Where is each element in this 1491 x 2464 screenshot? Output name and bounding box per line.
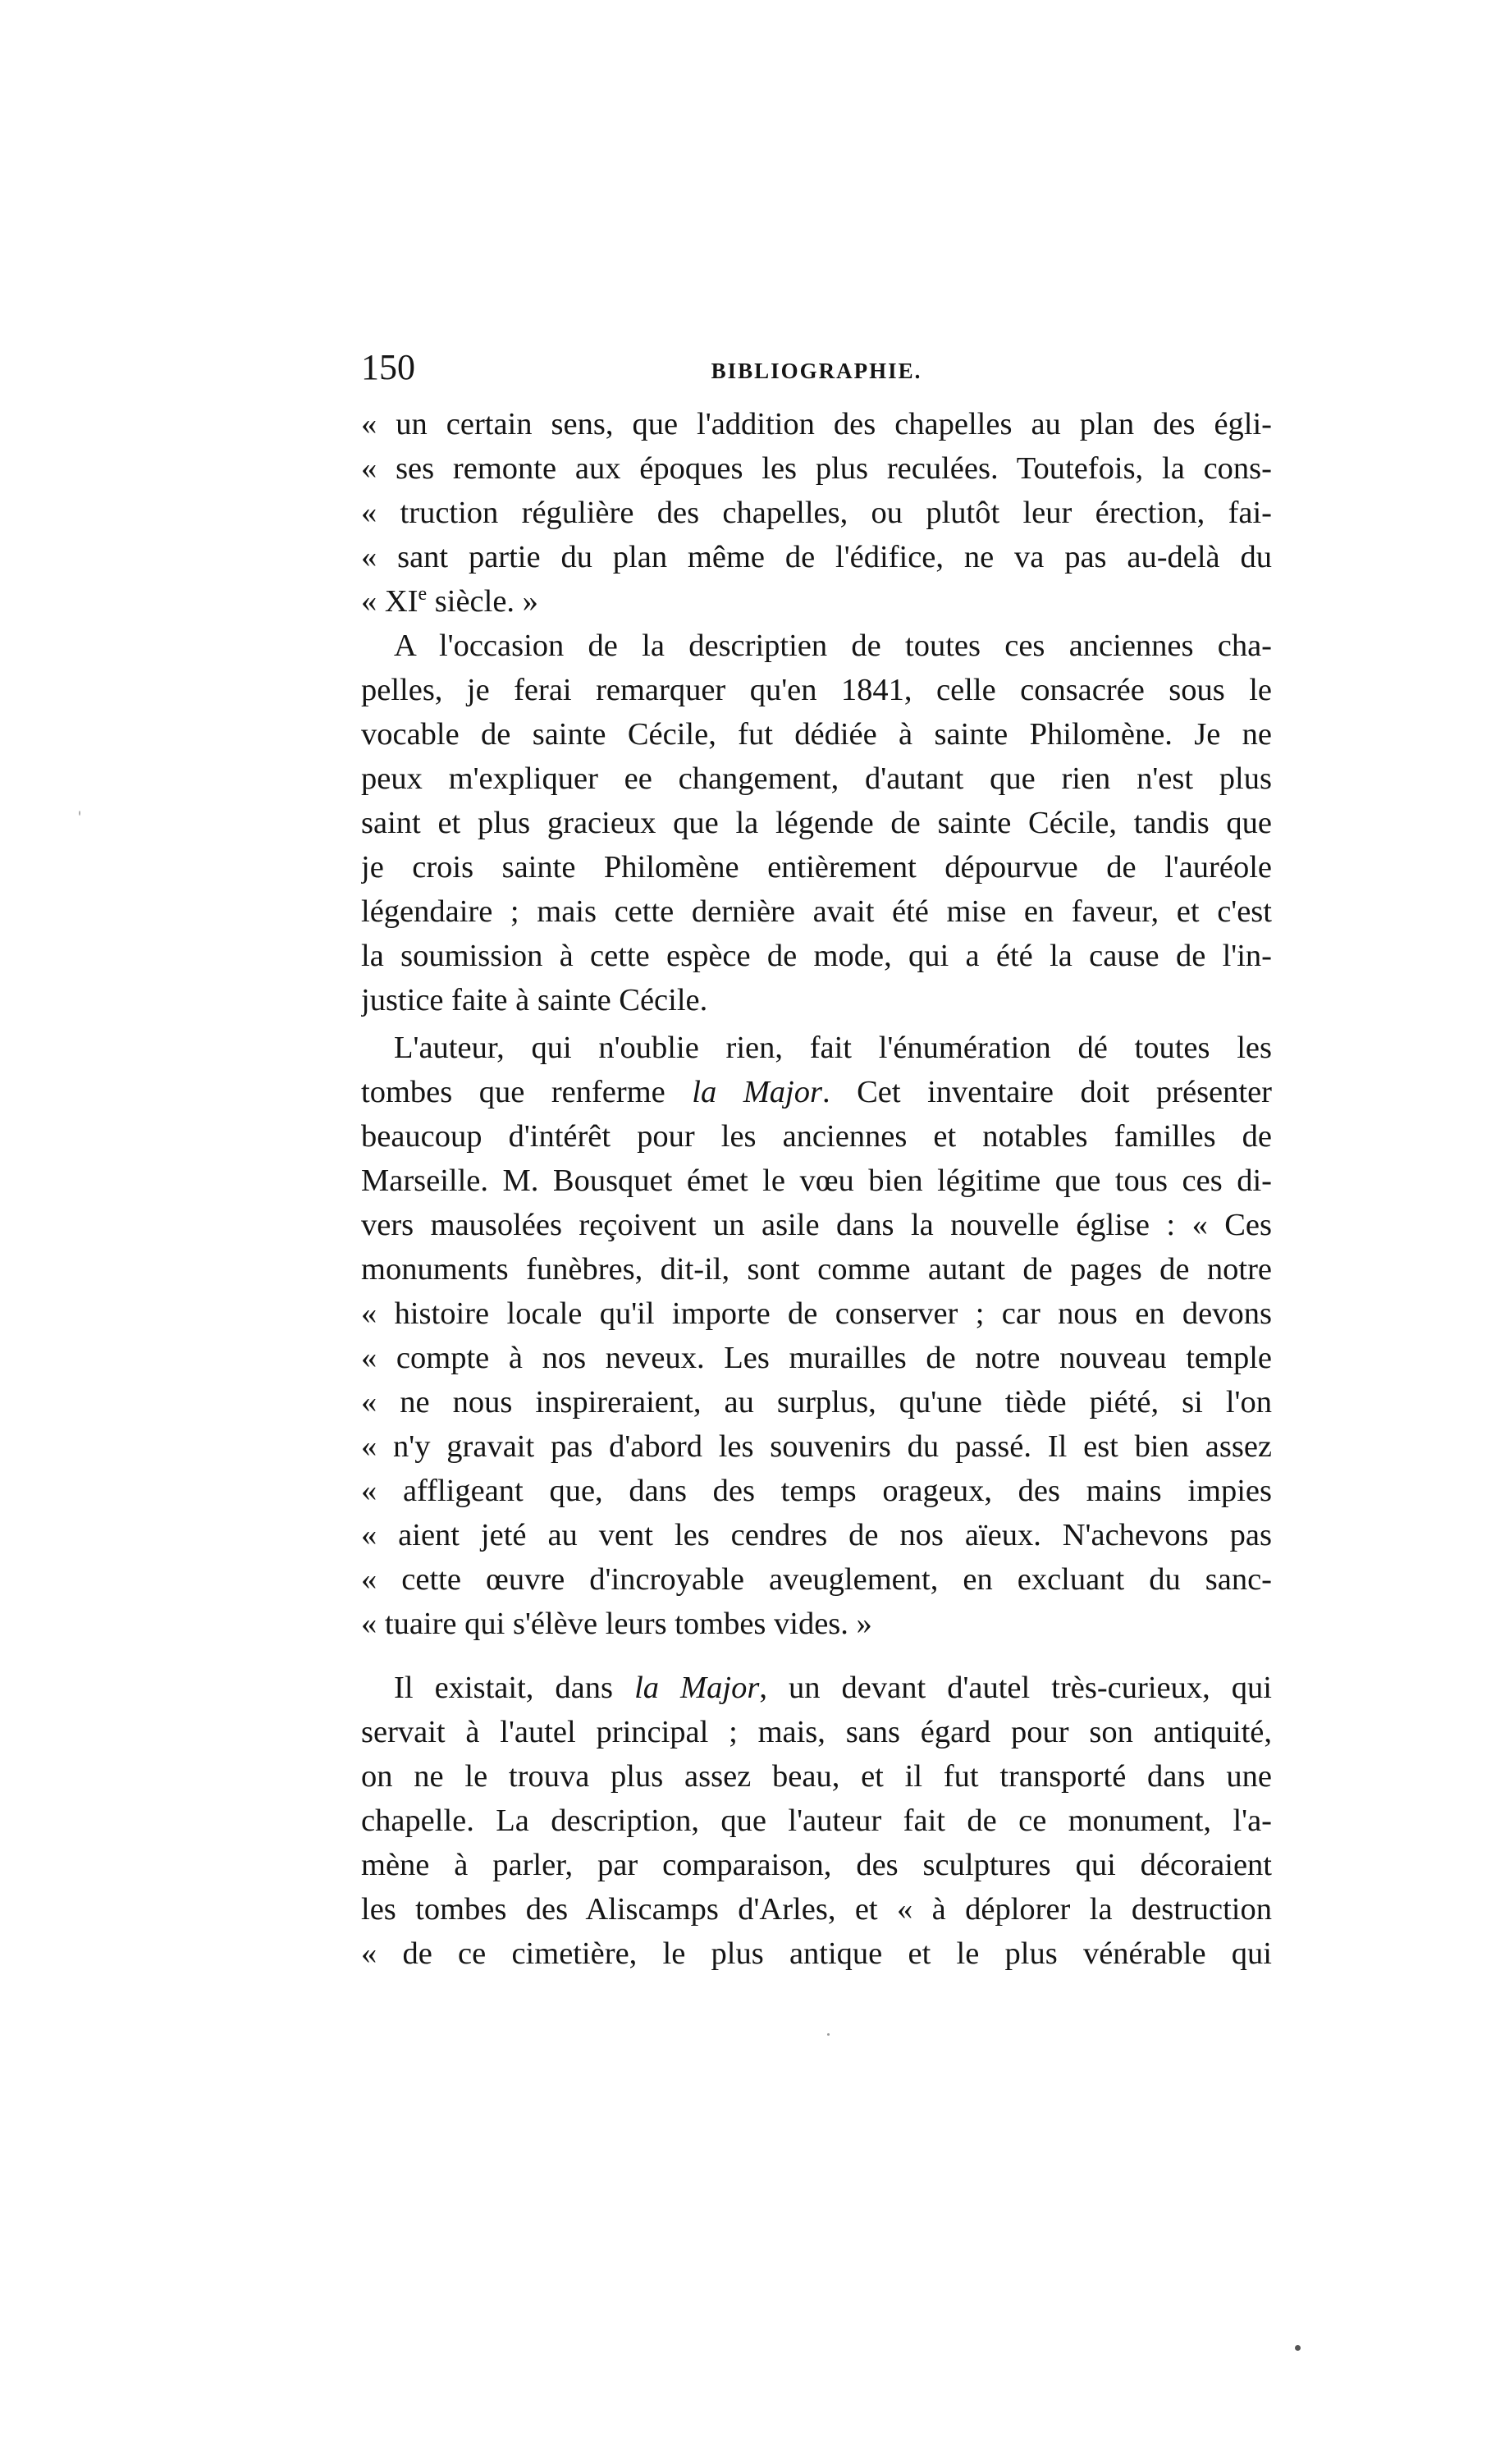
text-line: vocable de sainte Cécile, fut dédiée à sainte Philomène. Je ne <box>361 717 1272 752</box>
page-header <box>361 345 1272 394</box>
text-line: chapelle. La description, que l'auteur fait de ce monument, l'a- <box>361 1803 1272 1838</box>
text-line: les tombes des Aliscamps d'Arles, et « à déplorer la destruction <box>361 1892 1272 1927</box>
text-line: peux m'expliquer ee changement, d'autant que rien n'est plus <box>361 761 1272 796</box>
text-line: la soumission à cette espèce de mode, qui a été la cause de l'in- <box>361 939 1272 973</box>
text-line: « affligeant que, dans des temps orageux, des mains impies <box>361 1474 1272 1508</box>
text-line: on ne le trouva plus assez beau, et il fut transporté dans une <box>361 1759 1272 1794</box>
quote-mark: « <box>361 584 385 619</box>
text-line: monuments funèbres, dit-il, sont comme autant de pages de notre <box>361 1252 1272 1287</box>
text-line: « tuaire qui s'élève leurs tombes vides. » <box>361 1607 872 1641</box>
scan-speck <box>827 2033 830 2036</box>
scan-speck <box>1295 2345 1301 2351</box>
text-fragment: Il existait, dans <box>394 1671 635 1705</box>
page-number: 150 <box>361 347 415 387</box>
running-head: BIBLIOGRAPHIE. <box>711 359 922 383</box>
text-line: justice faite à sainte Cécile. <box>361 983 708 1017</box>
text-line <box>361 1666 1272 1710</box>
paragraph-chapels <box>361 624 1272 1022</box>
text-line: « ses remonte aux époques les plus reculées. Toutefois, la cons- <box>361 451 1272 486</box>
text-line: saint et plus gracieux que la légende de sainte Cécile, tandis que <box>361 806 1272 840</box>
text-line <box>361 1070 1272 1114</box>
italic-title: la Major <box>634 1671 760 1705</box>
paragraph-tombs <box>361 1026 1272 1646</box>
text-line: vers mausolées reçoivent un asile dans la nouvelle église : « Ces <box>361 1208 1272 1242</box>
text-line: « compte à nos neveux. Les murailles de notre nouveau temple <box>361 1341 1272 1375</box>
text-line: je crois sainte Philomène entièrement dépourvue de l'auréole <box>361 850 1272 885</box>
roman-numeral: XI <box>384 584 418 619</box>
text-line: « histoire locale qu'il importe de conserver ; car nous en devons <box>361 1296 1272 1331</box>
text-line: « truction régulière des chapelles, ou plutôt leur érection, fai- <box>361 496 1272 530</box>
text-line: « un certain sens, que l'addition des chapelles au plan des égli- <box>361 407 1272 441</box>
text-fragment: tombes que renferme <box>361 1075 693 1109</box>
text-line: Marseille. M. Bousquet émet le vœu bien légitime que tous ces di- <box>361 1163 1272 1198</box>
text-line: A l'occasion de la descriptien de toutes ces anciennes cha- <box>394 629 1272 663</box>
paragraph-altar <box>361 1666 1272 1976</box>
scan-speck <box>79 811 80 816</box>
text-line: « aient jeté au vent les cendres de nos aïeux. N'achevons pas <box>361 1518 1272 1552</box>
text-fragment: . Cet inventaire doit présenter <box>821 1075 1272 1109</box>
text-line: « cette œuvre d'incroyable aveuglement, en excluant du sanc- <box>361 1562 1272 1597</box>
text-line: « sant partie du plan même de l'édifice, ne va pas au-delà du <box>361 540 1272 574</box>
text-fragment: siècle. » <box>427 584 538 619</box>
text-line: servait à l'autel principal ; mais, sans égard pour son antiquité, <box>361 1715 1272 1749</box>
text-line: « ne nous inspireraient, au surplus, qu'une tiède piété, si l'on <box>361 1385 1272 1419</box>
text-line: légendaire ; mais cette dernière avait été mise en faveur, et c'est <box>361 894 1272 929</box>
text-line: pelles, je ferai remarquer qu'en 1841, celle consacrée sous le <box>361 673 1272 707</box>
italic-title: la Major <box>692 1075 822 1109</box>
text-line: « n'y gravait pas d'abord les souvenirs du passé. Il est bien assez <box>361 1429 1272 1464</box>
text-line <box>361 579 1272 624</box>
text-line: mène à parler, par comparaison, des sculptures qui décoraient <box>361 1848 1272 1882</box>
text-line: beaucoup d'intérêt pour les anciennes et notables familles de <box>361 1119 1272 1154</box>
quote-continuation <box>361 402 1272 624</box>
text-fragment: , un devant d'autel très-curieux, qui <box>759 1671 1272 1705</box>
text-line: L'auteur, qui n'oublie rien, fait l'énumération dé toutes les <box>394 1031 1272 1065</box>
text-line: « de ce cimetière, le plus antique et le plus vénérable qui <box>361 1936 1272 1971</box>
ordinal-suffix: e <box>418 583 428 606</box>
